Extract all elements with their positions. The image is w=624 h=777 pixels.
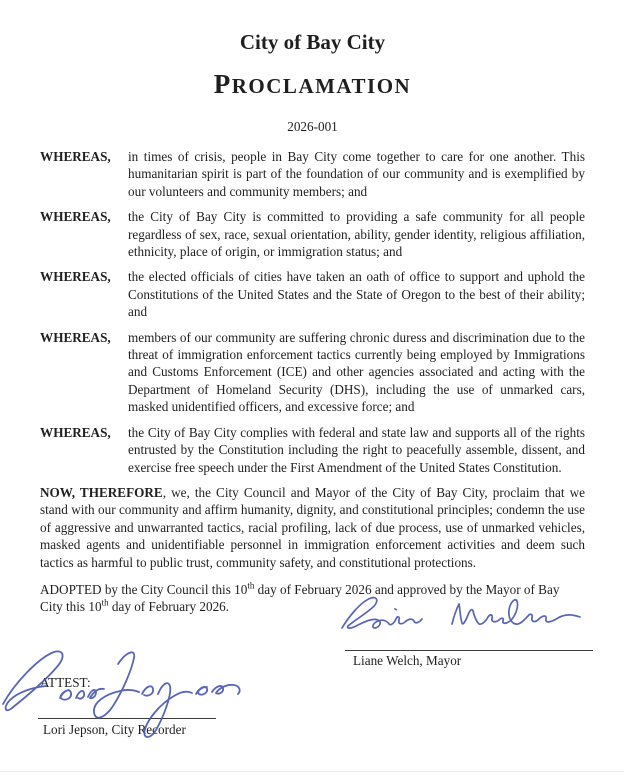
whereas-paragraph-4 xyxy=(40,329,585,416)
document-title: City of Bay City xyxy=(239,30,386,54)
document-heading xyxy=(40,69,585,104)
whereas-label: WHEREAS, xyxy=(40,269,111,285)
therefore-body: , we, the City Council and Mayor of the City of Bay City, proclaim that we stand with our community and affirm humanity, dignity, and constitutional principles; condemn the use of aggressive and unwarranted tactics, racial profiling, lack of due process, use of unmarked vehicles, masked agents and unidentifiable personnel in immigration enforcement activities and deem such tactics as harmful to public trust, community safety, and constitutional protections. xyxy=(40,484,586,570)
whereas-label: WHEREAS, xyxy=(40,424,111,440)
heading-rest: ROCLAMATION xyxy=(231,74,412,98)
attest-label: ATTEST: xyxy=(40,674,91,690)
whereas-body: the elected officials of cities have taken an oath of office to support and uphold the Constitutions of the United States and the State of Oregon to the best of their ability; and xyxy=(128,269,585,320)
whereas-body: the City of Bay City is committed to providing a safe community for all people regardless of sex, race, sexual orientation, ability, gender identity, religious affiliation, ethnicity, place of origin, or immigration status; and xyxy=(128,209,585,260)
adopted-paragraph xyxy=(40,581,585,616)
therefore-paragraph xyxy=(40,484,585,571)
whereas-label: WHEREAS, xyxy=(40,149,111,164)
ordinal-superscript: th xyxy=(247,580,255,591)
adopted-text: ADOPTED by the City Council this 10 xyxy=(40,581,248,597)
whereas-body: the City of Bay City complies with federal and state law and supports all of the rights entrusted by the Constitution including the right to peacefully assemble, dissent, and exercise free speech under the First Amendment of the United States Constitution. xyxy=(128,424,585,475)
recorder-signature-block xyxy=(38,690,216,738)
mayor-signature-line xyxy=(345,624,593,651)
whereas-label: WHEREAS, xyxy=(40,329,111,345)
whereas-paragraph-2 xyxy=(40,208,585,260)
therefore-lead: NOW, THEREFORE xyxy=(40,484,163,500)
whereas-label: WHEREAS, xyxy=(40,209,111,225)
page-bottom-edge xyxy=(0,771,624,772)
whereas-paragraph-5 xyxy=(40,424,585,476)
heading-initial: P xyxy=(213,69,232,99)
ordinal-superscript: th xyxy=(101,597,109,608)
whereas-body: in times of crisis, people in Bay City come together to care for one another. This humanitarian spirit is part of the foundation of our community and is exemplified by our volunteers and community members; and xyxy=(128,149,585,199)
adopted-text: day of February 2026. xyxy=(108,599,230,615)
recorder-signature-line xyxy=(38,690,216,719)
mayor-signature-block xyxy=(345,624,593,669)
whereas-paragraph-1 xyxy=(40,148,585,200)
whereas-body: members of our community are suffering chronic duress and discrimination due to the threat of immigration enforcement tactics currently being employed by Immigrations and Customs Enforcement (ICE) and other agencies associated and acting with the Department of Homeland Security (DHS), including the use of unmarked cars, masked unidentified officers, and excessive force; and xyxy=(128,329,585,415)
adopted-text: day of February 2026 and approved by the Mayor of Bay City this 10 xyxy=(40,581,560,615)
recorder-printed-name: Lori Jepson, City Recorder xyxy=(43,721,186,737)
document-number: 2026-001 xyxy=(287,119,338,134)
mayor-printed-name: Liane Welch, Mayor xyxy=(353,652,462,668)
whereas-paragraph-3 xyxy=(40,268,585,320)
